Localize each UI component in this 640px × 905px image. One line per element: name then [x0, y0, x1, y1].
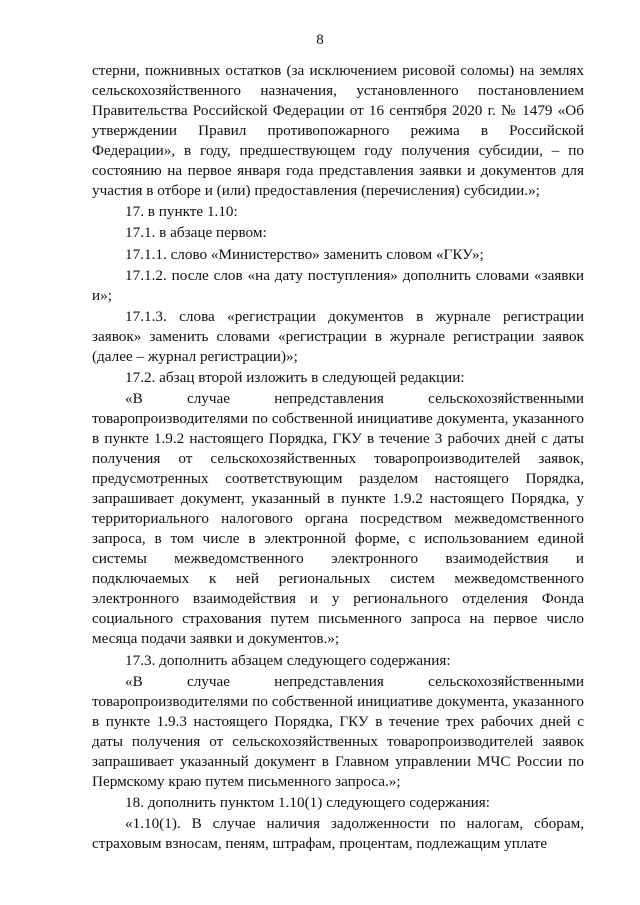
- paragraph: «В случае непредставления сельскохозяйственными товаропроизводителями по собственной инициативе документа, указанного в пункте 1.9.2 настоящего Порядка, ГКУ в течение 3 рабочих дней с даты получения от сельскохозяйственных товаропроизводителей заявок, предусмотренных соответствующим разделом настоящего Порядка, запрашивает документ, указанный в пункте 1.9.2 настоящего Порядка, у территориального налогового органа посредством межведомственного запроса, в том числе в электронной форме, с использованием единой системы межведомственного электронного взаимодействия и подключаемых к ней региональных систем межведомственного электронного взаимодействия и у регионального отделения Фонда социального страхования путем письменного запроса на первое число месяца подачи заявки и документов.»;: [92, 390, 584, 648]
- page-number: 8: [316, 32, 324, 48]
- paragraph: «1.10(1). В случае наличия задолженности по налогам, сборам, страховым взносам, пеням, штрафам, процентам, подлежащим уплате: [92, 815, 584, 853]
- paragraph: 18. дополнить пунктом 1.10(1) следующего содержания:: [125, 793, 490, 811]
- paragraph: «В случае непредставления сельскохозяйственными товаропроизводителями по собственной инициативе документа, указанного в пункте 1.9.3 настоящего Порядка, ГКУ в течение трех рабочих дней с даты получения от сельскохозяйственных товаропроизводителей заявок запрашивает указанный документ в Главном управлении МЧС России по Пермскому краю путем письменного запроса.»;: [92, 672, 584, 790]
- paragraph: 17.1.2. после слов «на дату поступления» дополнить словами «заявки и»;: [92, 266, 584, 304]
- paragraph: 17.1.3. слова «регистрации документов в журнале регистрации заявок» заменить словами «регистрации в журнале регистрации заявок (далее – журнал регистрации)»;: [92, 307, 584, 365]
- paragraph: 17.2. абзац второй изложить в следующей редакции:: [125, 369, 465, 387]
- paragraph: 17. в пункте 1.10:: [125, 203, 238, 221]
- paragraph: 17.1.1. слово «Министерство» заменить словом «ГКУ»;: [125, 245, 484, 263]
- paragraph: 17.1. в абзаце первом:: [125, 224, 267, 242]
- paragraph: стерни, пожнивных остатков (за исключением рисовой соломы) на землях сельскохозяйственного назначения, установленного постановлением Правительства Российской Федерации от 16 сентября 2020 г. № 1479 «Об утверждении Правил противопожарного режима в Российской Федерации», в году, предшествующем году получения субсидии, – по состоянию на первое января года представления заявки и документов для участия в отборе и (или) предоставления (перечисления) субсидии.»;: [92, 62, 584, 199]
- document-body: [92, 61, 584, 855]
- paragraph: 17.3. дополнить абзацем следующего содержания:: [125, 651, 451, 669]
